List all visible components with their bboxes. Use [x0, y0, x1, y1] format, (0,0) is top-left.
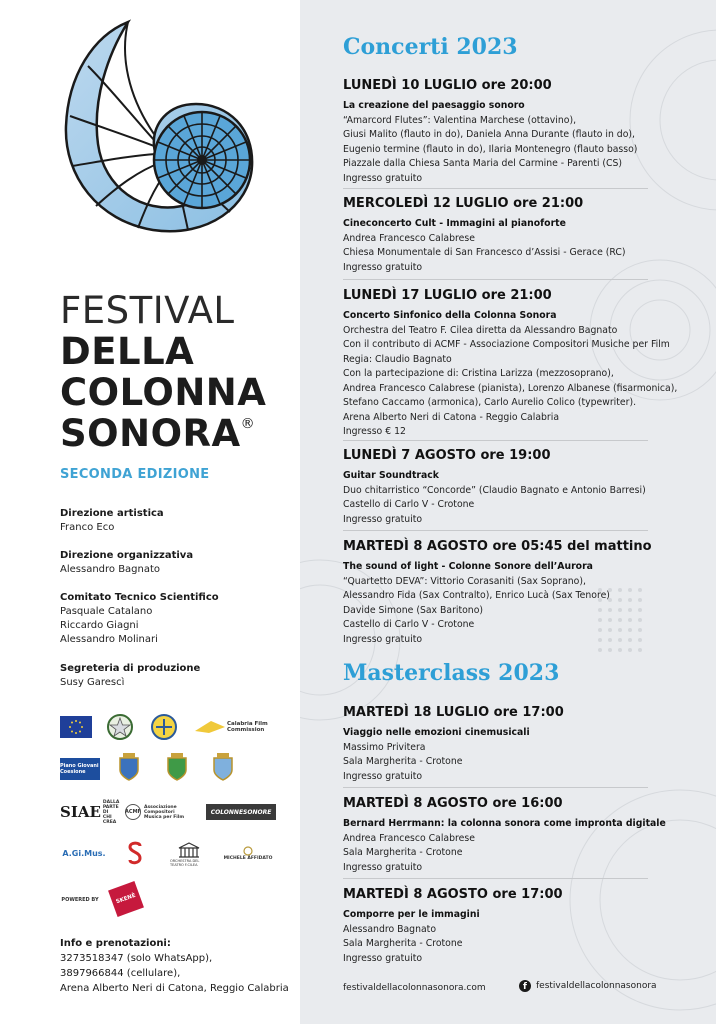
calabria-film-commission-logo [193, 716, 278, 738]
acmf-badge: ACMF [125, 804, 141, 820]
event-line: Andrea Francesco Calabrese [343, 832, 475, 844]
agimus-text: A.Gi.Mus. [62, 848, 106, 858]
event-line: Ingresso gratuito [343, 633, 423, 645]
staff-block-comitato [60, 591, 219, 647]
event-line: Duo chitarristico “Concorde” (Claudio Bagnato e Antonio Barresi) [343, 484, 646, 496]
staff-block-direzione-organizzativa [60, 549, 193, 577]
event-date: MARTEDÌ 18 LUGLIO ore 17:00 [343, 705, 564, 720]
divider-line [343, 440, 648, 441]
event-line: Arena Alberto Neri di Catona - Reggio Calabria [343, 411, 560, 423]
divider-line [343, 188, 648, 189]
acmf-logo [125, 802, 193, 822]
event-line: “Quartetto DEVA”: Vittorio Corasaniti (Sax Soprano), [343, 575, 586, 587]
colonnesonore-logo [206, 804, 276, 820]
nautilus-shell-logo [58, 16, 258, 238]
event-title: La creazione del paesaggio sonoro [343, 100, 525, 111]
event-line: Massimo Privitera [343, 741, 426, 753]
registered-mark: ® [240, 416, 256, 432]
event-line: Castello di Carlo V - Crotone [343, 499, 475, 510]
event-line: Sala Margherita - Crotone [343, 756, 463, 767]
event-concerto-5 [343, 539, 703, 647]
event-concerto-1 [343, 78, 703, 186]
event-line: Andrea Francesco Calabrese (pianista), Lorenzo Albanese (fisarmonica), [343, 382, 678, 394]
facebook-icon: f [519, 980, 531, 992]
municipal-crest-3 [212, 752, 234, 782]
event-date: MARTEDÌ 8 AGOSTO ore 16:00 [343, 796, 563, 811]
event-title: Viaggio nelle emozioni cinemusicali [343, 727, 530, 738]
event-line: Ingresso gratuito [343, 172, 423, 184]
event-title: Guitar Soundtrack [343, 470, 439, 481]
facebook-link[interactable] [519, 980, 657, 992]
festival-title-line-3: COLONNA [60, 371, 267, 414]
studio-logo-red-s [124, 838, 146, 868]
event-masterclass-2 [343, 796, 703, 875]
event-line: Eugenio termine (flauto in do), Ilaria Montenegro (flauto basso) [343, 143, 638, 155]
divider-line [343, 878, 648, 879]
website-link[interactable]: festivaldellacolonnasonora.com [343, 983, 486, 993]
staff-role: Comitato Tecnico Scientifico [60, 592, 219, 603]
event-line: Con il contributo di ACMF - Associazione Compositori Musiche per Film [343, 339, 670, 350]
eu-flag-logo [60, 716, 92, 738]
staff-role: Segreteria di produzione [60, 663, 201, 674]
acmf-text: Associazione Compositori Musica per Film [144, 804, 185, 820]
event-date: LUNEDÌ 10 LUGLIO ore 20:00 [343, 78, 552, 93]
agimus-logo [62, 842, 106, 864]
italian-republic-emblem [106, 713, 134, 741]
divider-line [343, 787, 648, 788]
event-date: MERCOLEDÌ 12 LUGLIO ore 21:00 [343, 196, 584, 211]
piano-giovani-text: Piano Giovani Coesione [60, 763, 99, 775]
piano-giovani-logo [60, 758, 100, 780]
event-concerto-3 [343, 288, 703, 440]
festival-title-line-1: FESTIVAL [60, 289, 235, 332]
event-line: Ingresso gratuito [343, 861, 423, 873]
info-line: 3897966844 (cellulare), [60, 968, 181, 979]
staff-person: Alessandro Molinari [60, 634, 158, 645]
event-masterclass-3 [343, 887, 703, 966]
left-panel [0, 0, 300, 1024]
event-title: Concerto Sinfonico della Colonna Sonora [343, 310, 557, 321]
event-line: Stefano Caccamo (armonica), Carlo Aurelio Colico (typewriter). [343, 397, 637, 408]
staff-block-direzione-artistica [60, 507, 164, 535]
colonnesonore-text: COLONNESONORE [210, 808, 272, 816]
edition-label: SECONDA EDIZIONE [60, 467, 210, 482]
event-line: Castello di Carlo V - Crotone [343, 619, 475, 630]
staff-person: Franco Eco [60, 522, 115, 533]
event-concerto-4 [343, 448, 703, 527]
masterclass-heading: Masterclass 2023 [343, 660, 560, 686]
event-line: Andrea Francesco Calabrese [343, 232, 475, 244]
event-title: Bernard Herrmann: la colonna sonora come impronta digitale [343, 818, 666, 829]
event-line: Piazzale dalla Chiesa Santa Maria del Carmine - Parenti (CS) [343, 158, 623, 169]
event-title: Comporre per le immagini [343, 909, 480, 920]
michele-affidato-logo [220, 842, 276, 864]
divider-line [343, 530, 648, 531]
event-line: Ingresso € 12 [343, 426, 406, 437]
festival-title-line-2: DELLA [60, 330, 195, 373]
event-date: LUNEDÌ 17 LUGLIO ore 21:00 [343, 288, 552, 303]
skene-logo [108, 881, 144, 917]
staff-role: Direzione organizzativa [60, 550, 194, 561]
event-concerto-2 [343, 196, 703, 275]
divider-line [343, 279, 648, 280]
orchestra-text: ORCHESTRA DEL TEATRO F.CILEA [170, 859, 200, 867]
event-line: Giusi Malito (flauto in do), Daniela Anna Durante (flauto in do), [343, 129, 635, 140]
event-line: Sala Margherita - Crotone [343, 938, 463, 949]
festival-title-line-4 [60, 412, 256, 455]
affidato-text: MICHELE AFFIDATO [223, 855, 273, 861]
siae-logo [60, 799, 120, 825]
staff-block-segreteria [60, 662, 200, 690]
event-line: Regia: Claudio Bagnato [343, 353, 452, 365]
event-line: Ingresso gratuito [343, 770, 423, 782]
event-date: MARTEDÌ 8 AGOSTO ore 05:45 del mattino [343, 539, 652, 554]
event-line: Alessandro Fida (Sax Contralto), Enrico Lucà (Sax Tenore) [343, 590, 610, 601]
event-line: Davide Simone (Sax Baritono) [343, 604, 484, 616]
municipal-crest-2 [166, 752, 188, 782]
calabria-film-text: Calabria Film Commission [227, 721, 268, 733]
facebook-handle: festivaldellacolonnasonora [536, 981, 657, 991]
municipal-crest-1 [118, 752, 140, 782]
siae-text: SIAE [60, 803, 101, 821]
event-date: MARTEDÌ 8 AGOSTO ore 17:00 [343, 887, 563, 902]
siae-subtext: DALLA PARTE DI CHI CREA [102, 799, 120, 825]
event-line: Ingresso gratuito [343, 261, 423, 273]
event-line: Con la partecipazione di: Cristina Larizza (mezzosoprano), [343, 368, 614, 379]
powered-by-label [60, 893, 100, 907]
info-line: 3273518347 (solo WhatsApp), [60, 953, 213, 964]
festival-title-word: SONORA [60, 412, 241, 455]
event-line: Ingresso gratuito [343, 513, 423, 525]
staff-person: Pasquale Catalano [60, 606, 153, 617]
calabria-region-emblem [150, 713, 178, 741]
orchestra-teatro-cilea-logo [170, 838, 208, 870]
concerti-heading: Concerti 2023 [343, 34, 518, 60]
info-title: Info e prenotazioni: [60, 938, 171, 949]
event-line: Alessandro Bagnato [343, 923, 437, 935]
staff-person: Riccardo Giagni [60, 620, 139, 631]
staff-person: Alessandro Bagnato [60, 564, 161, 575]
event-title: Cineconcerto Cult - Immagini al pianoforte [343, 218, 566, 229]
event-title: The sound of light - Colonne Sonore dell’Aurora [343, 561, 593, 572]
event-line: Chiesa Monumentale di San Francesco d’Assisi - Gerace (RC) [343, 247, 626, 258]
event-line: “Amarcord Flutes”: Valentina Marchese (ottavino), [343, 114, 577, 126]
info-block [60, 936, 289, 996]
skene-text: SKENÈ [115, 892, 137, 906]
event-line: Ingresso gratuito [343, 952, 423, 964]
event-masterclass-1 [343, 705, 703, 784]
staff-role: Direzione artistica [60, 508, 164, 519]
powered-by-text: POWERED BY [61, 897, 99, 903]
event-line: Sala Margherita - Crotone [343, 847, 463, 858]
info-line: Arena Alberto Neri di Catona, Reggio Calabria [60, 983, 289, 994]
event-line: Orchestra del Teatro F. Cilea diretta da Alessandro Bagnato [343, 324, 618, 336]
event-date: LUNEDÌ 7 AGOSTO ore 19:00 [343, 448, 551, 463]
staff-person: Susy Garescì [60, 677, 125, 688]
